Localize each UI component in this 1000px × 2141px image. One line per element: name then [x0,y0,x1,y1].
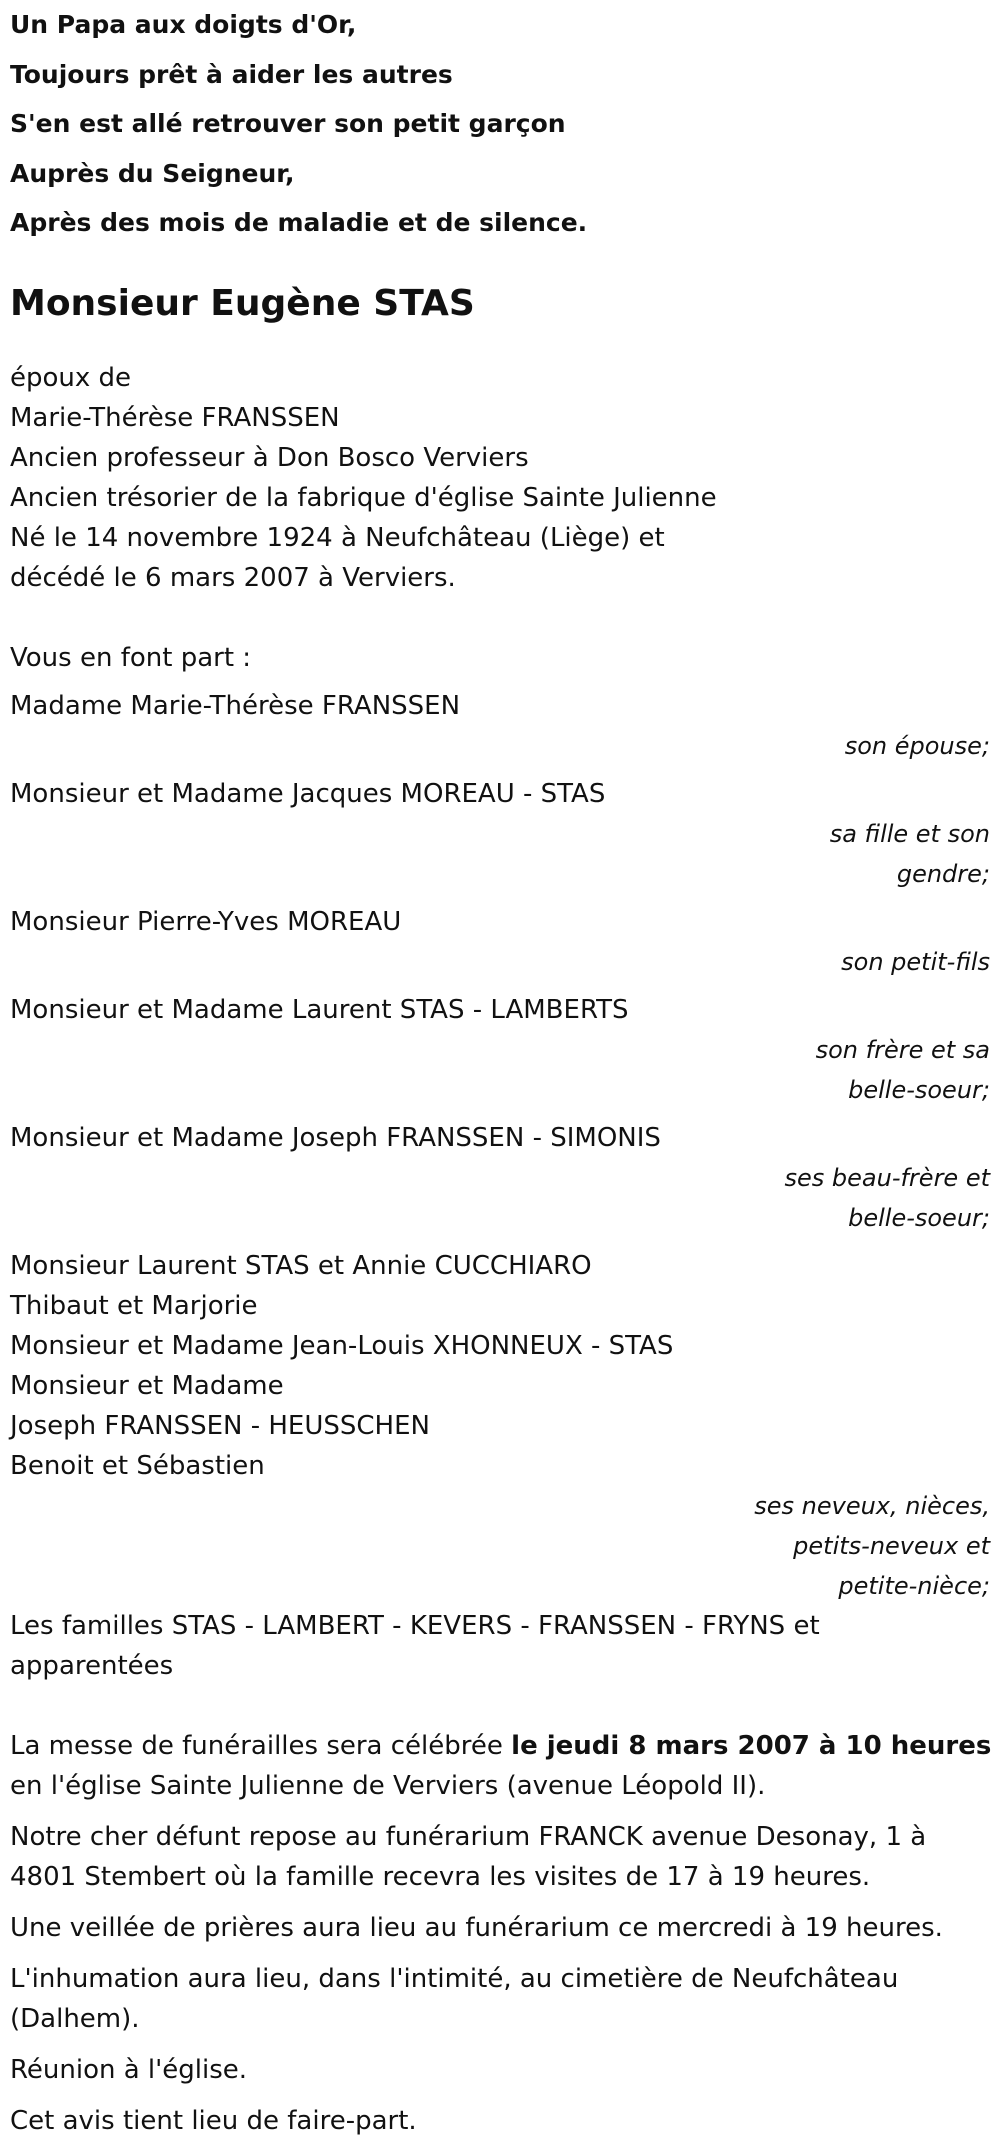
families-line [10,1606,1000,1686]
bio-line: Ancien trésorier de la fabrique d'église Sainte Julienne [10,482,717,513]
spacer [10,598,1000,638]
funeral-mass-line [10,1726,1000,1766]
poem-line: Après des mois de maladie et de silence. [10,208,588,237]
poem-line: Auprès du Seigneur, [10,158,295,188]
note-line: Notre cher défunt repose au funérarium FRANCK avenue Desonay, 1 à [10,1821,927,1852]
note-paragraph [10,2050,1000,2090]
family-entry [10,1246,1000,1606]
family-relation [750,942,990,982]
poem-line: S'en est allé retrouver son petit garçon [10,109,566,138]
family-entry [10,774,1000,894]
family-entry [10,1118,1000,1238]
family-name: Joseph FRANSSEN - HEUSSCHEN [10,1410,430,1441]
funeral-intro: La messe de funérailles sera célébrée [10,1730,512,1761]
family-entry [10,902,1000,982]
poem [10,0,1000,248]
family-relation [750,726,990,766]
relation-line: sa fille et son [829,819,990,848]
family-entry [10,686,1000,766]
families-line-text: apparentées [10,1650,174,1681]
bio-line: Né le 14 novembre 1924 à Neufchâteau (Liège) et [10,522,665,553]
poem-line: Toujours prêt à aider les autres [10,59,453,89]
family-name: Thibaut et Marjorie [10,1290,258,1321]
obituary-content [10,0,1000,2141]
relation-line: gendre; [896,859,990,888]
note-line: Réunion à l'église. [10,2054,248,2085]
deceased-name: Monsieur Eugène STAS [10,282,475,324]
note-line: 4801 Stembert où la famille recevra les visites de 17 à 19 heures. [10,1861,871,1892]
bio-line: Marie-Thérèse FRANSSEN [10,402,340,433]
relation-line: son frère et sa [815,1035,990,1064]
family-name: Monsieur Pierre-Yves MOREAU [10,906,402,937]
bio-line: époux de [10,362,132,393]
family-name: Monsieur Laurent STAS et Annie CUCCHIARO [10,1250,592,1281]
family-relation [750,1486,990,1606]
note-line: Une veillée de prières aura lieu au funérarium ce mercredi à 19 heures. [10,1912,943,1943]
note-line: L'inhumation aura lieu, dans l'intimité, au cimetière de Neufchâteau [10,1963,899,1994]
family-relation [750,1030,990,1110]
family-list [10,686,1000,1606]
family-name: Monsieur et Madame [10,1370,284,1401]
relation-line: ses beau-frère et [784,1163,990,1192]
family-name: Monsieur et Madame Jacques MOREAU - STAS [10,778,606,809]
relation-line: belle-soeur; [848,1203,990,1232]
note-paragraph [10,1817,1000,1897]
family-relation [750,1158,990,1238]
funeral-info [10,1726,1000,2141]
funeral-date: le jeudi 8 mars 2007 à 10 heures [511,1730,992,1761]
relation-line: ses neveux, nièces, [754,1491,990,1520]
relation-line: petite-nièce; [838,1571,990,1600]
family-name: Benoit et Sébastien [10,1450,265,1481]
note-line: (Dalhem). [10,2003,140,2034]
relation-line: petits-neveux et [793,1531,990,1560]
relation-line: son petit-fils [841,947,990,976]
poem-line: Un Papa aux doigts d'Or, [10,10,357,39]
note-paragraph [10,2101,1000,2141]
announcement: Vous en font part : [10,642,252,673]
family-name: Monsieur et Madame Laurent STAS - LAMBERTS [10,994,629,1025]
biography [10,358,1000,598]
note-paragraph [10,1959,1000,2039]
relation-line: son épouse; [844,731,990,760]
spacer [10,1686,1000,1726]
family-name: Madame Marie-Thérèse FRANSSEN [10,690,461,721]
families-line-text: Les familles STAS - LAMBERT - KEVERS - FRANSSEN - FRYNS et [10,1610,820,1641]
note-line: Cet avis tient lieu de faire-part. [10,2105,417,2136]
note-paragraph [10,1908,1000,1948]
funeral-location: en l'église Sainte Julienne de Verviers (avenue Léopold II). [10,1770,766,1801]
bio-line: décédé le 6 mars 2007 à Verviers. [10,562,456,593]
relation-line: belle-soeur; [848,1075,990,1104]
family-name: Monsieur et Madame Jean-Louis XHONNEUX - STAS [10,1330,674,1361]
family-entry [10,990,1000,1110]
funeral-mass [10,1726,1000,1806]
bio-line: Ancien professeur à Don Bosco Verviers [10,442,529,473]
family-relation [750,814,990,894]
family-name: Monsieur et Madame Joseph FRANSSEN - SIMONIS [10,1122,661,1153]
